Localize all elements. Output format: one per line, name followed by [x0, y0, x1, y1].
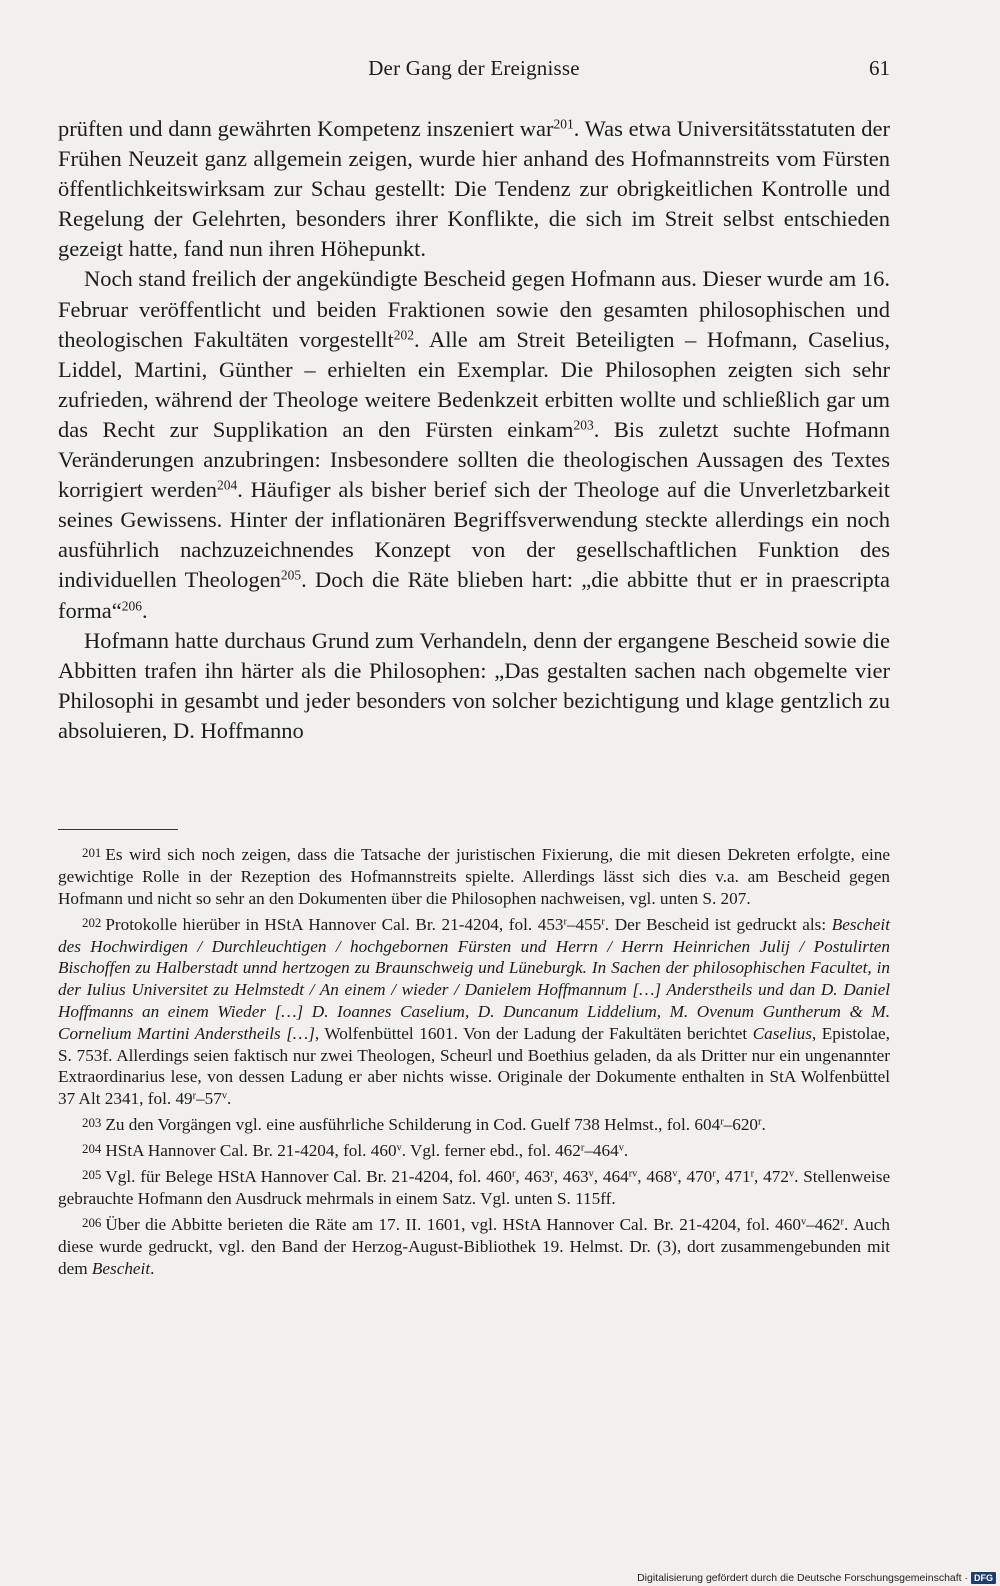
digitization-credit	[637, 1572, 996, 1584]
italic-text: Caselius	[752, 1023, 812, 1043]
text-run: Vgl. für Belege HStA Hannover Cal. Br. 21-4204, fol. 460	[105, 1167, 512, 1187]
text-run: .	[623, 1141, 629, 1161]
text-run: Es wird sich noch zeigen, dass die Tatsache der juristischen Fixierung, die mit diesen Dekreten erfolgte, eine gewichtige Rolle in der Rezeption des Hofmannstreits spielte. Allerdings lässt sich dies v.a. am Bescheid gegen Hofmann und nicht so sehr an den Dokumenten über die Philosophen nachweisen, vgl. unten S. 207.	[58, 845, 890, 908]
text-run: Noch stand freilich der angekündigte Bescheid gegen Hofmann aus. Dieser wurde am 16. Februar veröffentlicht und beiden Fraktionen sowie den gesamten philosophischen und theologischen Fakultäten vorgestellt	[58, 266, 890, 352]
footnote-reference: 206	[121, 598, 142, 614]
text-run: –57	[196, 1089, 222, 1109]
footnote-reference: r	[580, 1142, 585, 1154]
footnote	[58, 913, 890, 1110]
footnote-reference: r	[563, 916, 567, 928]
footnote	[58, 1213, 890, 1280]
footnote-reference: r	[511, 1168, 516, 1180]
footnote-number: 201	[82, 846, 102, 860]
text-run: . Stellenweise gebrauchte Hofmann den Ausdruck mehrmals in einem Satz. Vgl. unten S. 115ff.	[58, 1167, 891, 1209]
footnote-reference: r	[601, 916, 605, 928]
footnote-reference: r	[720, 1116, 724, 1128]
text-run: –455	[566, 914, 602, 934]
text-run: HStA Hannover Cal. Br. 21-4204, fol. 460	[105, 1141, 397, 1161]
text-run: , 470	[677, 1167, 713, 1187]
text-run: . Doch die Räte blieben hart: „die abbitte thut er in praescripta forma“	[58, 567, 890, 623]
text-run: , 472	[754, 1167, 789, 1187]
page-number: 61	[869, 56, 890, 80]
paragraph	[58, 626, 890, 746]
footnote	[58, 843, 890, 910]
text-run: .	[761, 1115, 766, 1135]
text-run: .	[150, 1258, 155, 1278]
footnote-number: 202	[82, 915, 102, 930]
text-run: , Wolfenbüttel 1601. Von der Ladung der Fakultäten berichtet	[314, 1023, 753, 1043]
text-run: Hofmann hatte durchaus Grund zum Verhandeln, denn der ergangene Bescheid sowie die Abbitten trafen ihn härter als die Philosophen: „Das gestalten sachen nach obgemelte vier Philosophi in gesambt und jeder besonders von solcher bezichtigung und klage gentzlich zu absoluieren, D. Hoffmanno	[58, 627, 890, 743]
running-title: Der Gang der Ereignisse	[368, 56, 580, 80]
footnote-number: 203	[82, 1116, 102, 1130]
footnote-reference: 202	[393, 327, 414, 343]
footnote-reference: 205	[280, 567, 302, 583]
footnote-reference: v	[221, 1090, 228, 1102]
footnote-reference: 204	[216, 477, 238, 493]
text-run: . Bis zuletzt suchte Hofmann Veränderungen anzubringen: Insbesondere sollten die theologischen Aussagen des Textes korrigiert werden	[58, 416, 890, 503]
footnote	[58, 1113, 890, 1136]
text-run: .	[141, 597, 148, 623]
main-text	[58, 114, 890, 746]
footnote-number: 206	[82, 1215, 102, 1230]
text-run: . Alle am Streit Beteiligten – Hofmann, Caselius, Liddel, Martini, Günther – erhielten ein Exemplar. Die Philosophen zeigten sich sehr zufrieden, während der Theologe weitere Bedenkzeit erbitten wollte und schließlich gar um das Recht zur Supplikation an den Fürsten einkam	[58, 326, 890, 442]
text-run: –620	[723, 1115, 758, 1135]
credit-text: Digitalisierung gefördert durch die Deutsche Forschungsgemeinschaft ·	[637, 1572, 968, 1584]
footnote-reference: r	[840, 1216, 844, 1228]
paragraph	[58, 114, 890, 264]
footnote-reference: v	[788, 1168, 795, 1180]
text-run: , 464	[593, 1167, 629, 1187]
text-run: . Der Bescheid ist gedruckt als:	[604, 914, 832, 934]
text-run: –464	[584, 1141, 619, 1161]
text-run: .	[227, 1089, 232, 1109]
text-run: , 471	[715, 1167, 751, 1187]
text-run: Zu den Vorgängen vgl. eine ausführliche Schilderung in Cod. Guelf 738 Helmst., fol. 604	[105, 1115, 721, 1135]
footnote-reference: r	[750, 1168, 755, 1180]
text-run: . Was etwa Universitätsstatuten der Frühen Neuzeit ganz allgemein zeigen, wurde hier anhand des Hofmannstreits vom Fürsten öffentlichkeitswirksam zur Schau gestellt: Die Tendenz zur obrigkeitlichen Kontrolle und Regelung der Gelehrten, besonders ihrer Konflikte, die sich im Streit selbst entschieden gezeigt hatte, fand nun ihren Höhepunkt.	[58, 116, 890, 262]
footnote-reference: r	[192, 1090, 197, 1102]
text-run: , 463	[515, 1167, 551, 1187]
text-run: . Vgl. ferner ebd., fol. 462	[401, 1141, 581, 1161]
footnote-reference: rv	[628, 1168, 638, 1180]
footnote-reference: 201	[553, 116, 574, 132]
footnote-reference: v	[800, 1216, 807, 1228]
footnote-reference: r	[712, 1168, 716, 1180]
footnote	[58, 1165, 890, 1210]
text-run: . Auch diese wurde gedruckt, vgl. den Band der Herzog-August-Bibliothek 19. Helmst. Dr. (3), dort zusammengebunden mit dem	[58, 1215, 890, 1278]
footnote-reference: r	[550, 1168, 554, 1180]
italic-text: Bescheit	[91, 1258, 151, 1278]
paragraph	[58, 264, 890, 625]
italic-text: Bescheit des Hochwirdigen / Durchleuchtigen / hochgebornen Fürsten und Herrn / Herrn Heinrichen Julij / Postulirten Bischoffen zu Halberstadt unnd hertzogen zu Braunschweig und Lüneburgk. In Sachen der philosophischen Facultet, in der Iulius Universitet zu Helmstedt / An einem / wieder / Danielem Hoffmannum […] Anderstheils und dan D. Daniel Hoffmanns an einem Wieder […] D. Ioannes Caselium, D. Duncanum Liddelium, M. Ovenum Guntherum & M. Cornelium Martini Anderstheils […]	[58, 914, 890, 1043]
footnote-reference: v	[672, 1168, 678, 1180]
text-run: , 468	[637, 1167, 673, 1187]
text-run: , 463	[553, 1167, 589, 1187]
dfg-logo: DFG	[971, 1572, 996, 1584]
footnote-number: 205	[82, 1168, 102, 1183]
text-run: Über die Abbitte berieten die Räte am 17. II. 1601, vgl. HStA Hannover Cal. Br. 21-4204, fol. 460	[105, 1215, 801, 1235]
text-run: prüften und dann gewährten Kompetenz inszeniert war	[58, 116, 554, 141]
page-header	[58, 56, 890, 90]
footnote-reference: r	[758, 1116, 762, 1128]
text-run: Protokolle hierüber in HStA Hannover Cal. Br. 21-4204, fol. 453	[105, 914, 564, 934]
footnote-reference: v	[588, 1168, 594, 1180]
footnote-reference: 203	[573, 417, 594, 433]
text-run: , Epistolae, S. 753f. Allerdings seien faktisch nur zwei Theologen, Scheurl und Boethius geladen, da als Dritter nur ein ungenannter Extraordinarius lese, von dessen Ladung er aber nichts wisse. Originale der Dokumente enthalten in StA Wolfenbüttel 37 Alt 2341, fol. 49	[58, 1023, 890, 1109]
text-run: –462	[806, 1215, 841, 1235]
footnote-number: 204	[82, 1142, 102, 1157]
text-run: . Häufiger als bisher berief sich der Theologe auf die Unverletzbarkeit seines Gewissens. Hinter der inflationären Begriffsverwendung steckte allerdings ein noch ausführlich nachzuzeichnendes Konzept von der gesellschaftlichen Funktion des individuellen Theologen	[58, 477, 890, 593]
footnotes	[58, 843, 890, 1282]
footnote-reference: v	[618, 1142, 624, 1154]
footnote-separator	[58, 829, 178, 830]
footnote-reference: v	[396, 1142, 402, 1154]
footnote	[58, 1139, 890, 1162]
